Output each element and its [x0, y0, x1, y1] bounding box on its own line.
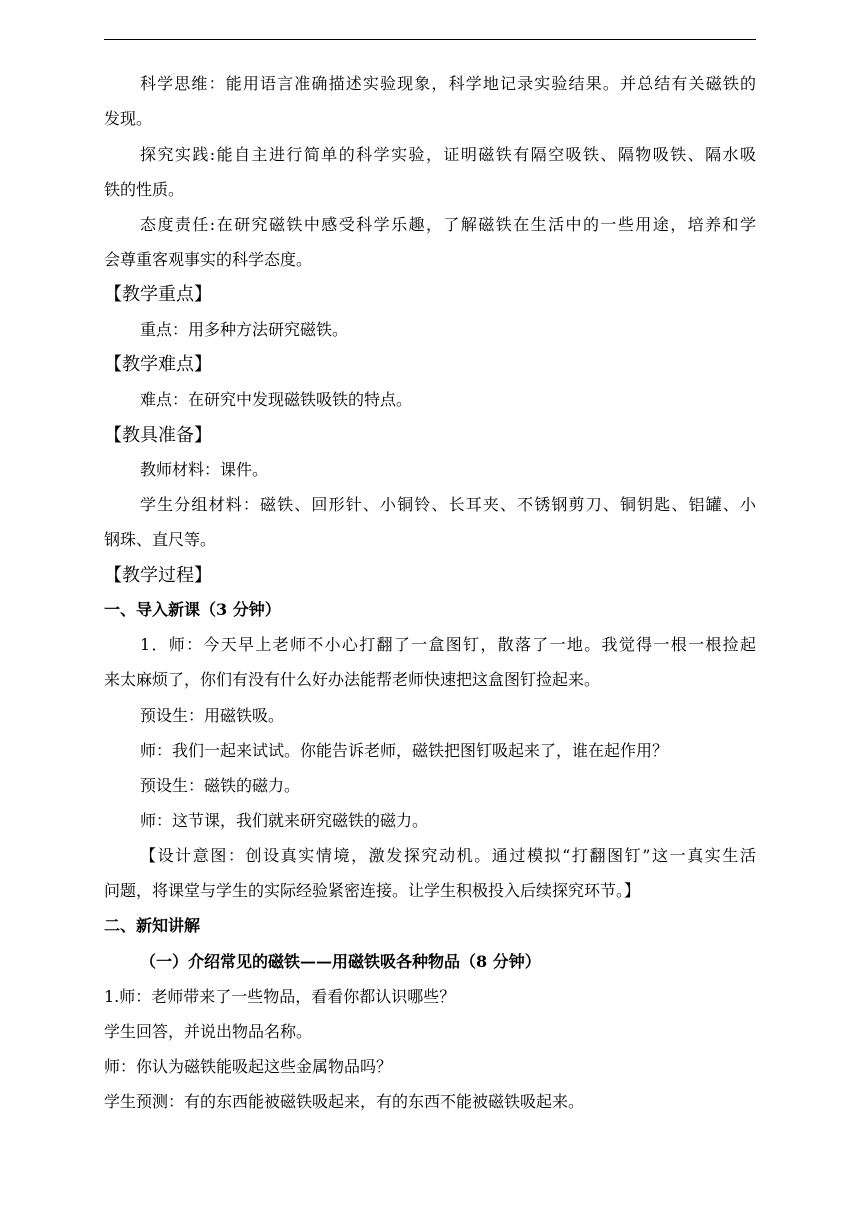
difficulties-heading: 【教学难点】: [104, 354, 212, 375]
key-points-text: 重点：用多种方法研究磁铁。: [140, 320, 349, 339]
section2-line1: 1.师：老师带来了一些物品，看看你都认识哪些？: [104, 987, 456, 1006]
section2-title: 二、新知讲解: [104, 916, 201, 935]
header-rule: [104, 39, 756, 40]
materials-student-line2: 钢珠、直尺等。: [104, 530, 217, 549]
objective-thinking-line2: 发现。: [104, 109, 153, 128]
objective-attitude-line1: 态度责任:在研究磁铁中感受科学乐趣，了解磁铁在生活中的一些用途，培养和学: [140, 215, 756, 234]
objective-attitude-line2: 会尊重客观事实的科学态度。: [104, 250, 313, 269]
section1-title: 一、导入新课（3 分钟）: [104, 600, 281, 619]
objective-practice-line1: 探究实践:能自主进行简单的科学实验，证明磁铁有隔空吸铁、隔物吸铁、隔水吸: [140, 145, 756, 164]
difficulties-text: 难点：在研究中发现磁铁吸铁的特点。: [140, 390, 413, 409]
section1-p1-line2: 来太麻烦了，你们有没有什么好办法能帮老师快速把这盒图钉捡起来。: [104, 670, 601, 689]
materials-teacher: 教师材料：课件。: [140, 460, 269, 479]
section1-p5: 师：这节课，我们就来研究磁铁的磁力。: [140, 811, 429, 830]
section1-intent-line2: 问题，将课堂与学生的实际经验紧密连接。让学生积极投入后续探究环节。】: [104, 881, 641, 900]
objective-practice-line2: 铁的性质。: [104, 180, 185, 199]
section1-p3: 师：我们一起来试试。你能告诉老师，磁铁把图钉吸起来了，谁在起作用？: [140, 741, 669, 760]
section2-line2: 学生回答，并说出物品名称。: [104, 1022, 313, 1041]
section1-p4: 预设生：磁铁的磁力。: [140, 776, 301, 795]
objective-thinking-line1: 科学思维：能用语言准确描述实验现象，科学地记录实验结果。并总结有关磁铁的: [140, 74, 756, 93]
process-heading: 【教学过程】: [104, 565, 212, 586]
section1-p2: 预设生：用磁铁吸。: [140, 706, 285, 725]
section2-line3: 师：你认为磁铁能吸起这些金属物品吗？: [104, 1057, 393, 1076]
materials-student-line1: 学生分组材料：磁铁、回形针、小铜铃、长耳夹、不锈钢剪刀、铜钥匙、铝罐、小: [140, 495, 756, 514]
key-points-heading: 【教学重点】: [104, 284, 212, 305]
materials-heading: 【教具准备】: [104, 425, 212, 446]
section2-line4: 学生预测：有的东西能被磁铁吸起来，有的东西不能被磁铁吸起来。: [104, 1092, 585, 1111]
section1-p1-line1: 1．师：今天早上老师不小心打翻了一盒图钉，散落了一地。我觉得一根一根捡起: [140, 635, 756, 654]
section2-subtitle: （一）介绍常见的磁铁——用磁铁吸各种物品（8 分钟）: [140, 952, 541, 971]
section1-intent-line1: 【设计意图：创设真实情境，激发探究动机。通过模拟“打翻图钉”这一真实生活: [140, 846, 756, 865]
